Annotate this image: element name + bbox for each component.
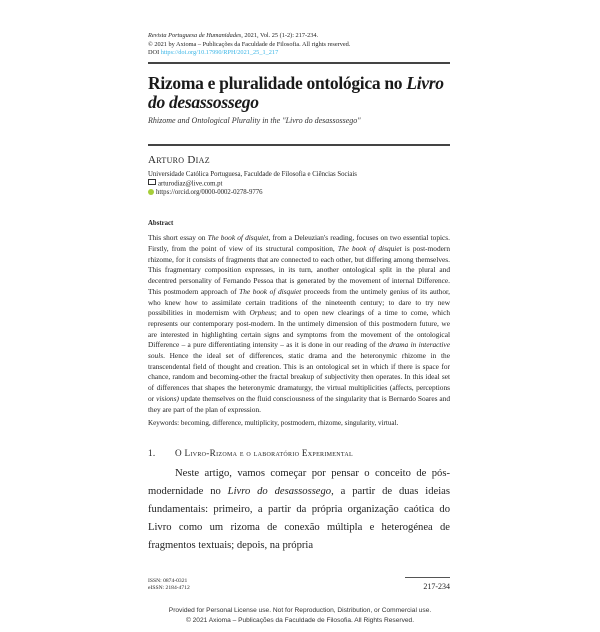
affiliation: Universidade Católica Portuguesa, Faculdade de Filosofia e Ciências Sociais (148, 170, 357, 178)
title-italic: Livro do desassossego (148, 72, 444, 112)
rights-text: © 2021 Axioma – Publicações da Faculdade de Filosofia. All Rights Reserved. (185, 617, 415, 625)
email-link[interactable]: arturodiaz@live.com.pt (158, 180, 223, 188)
author-info (148, 170, 450, 198)
license-footer (0, 606, 600, 632)
article-page (148, 0, 450, 592)
article-subtitle: Rhizome and Ontological Plurality in the "Livro do desassossego" (148, 115, 361, 125)
doi-link[interactable]: https://doi.org/10.17990/RPH/2021_25_1_217 (160, 49, 279, 57)
copyright: © 2021 by Axioma – Publicações da Faculdade de Filosofia. All rights reserved. (148, 40, 351, 48)
orcid-link[interactable]: https://orcid.org/0000-0002-0278-9776 (156, 189, 263, 197)
page-number-block (405, 577, 450, 592)
issn-block (148, 578, 190, 592)
doi-label: DOI (148, 49, 161, 57)
orcid-icon (148, 189, 154, 195)
journal-header (148, 32, 450, 58)
title-main: Rizoma e pluralidade ontológica no (148, 72, 407, 93)
section-title: O Livro-Rizoma e o laboratório Experimental (175, 448, 353, 459)
page-number-rule (405, 577, 450, 578)
eissn: eISSN: 2184-4712 (148, 585, 190, 592)
page-bottom (148, 577, 450, 592)
section-number: 1. (148, 448, 156, 459)
license-text: Provided for Personal License use. Not for Reproduction, Distribution, or Commercial use. (168, 607, 432, 615)
abstract-text: This short essay on The book of disquiet, from a Deleuzian's reading, focuses on two essential topics. Firstly, from the point of view of its structural composition, The book of disquiet is post-modern rhizome, for it consists of fragments that are connected to each other, but differing among themselves. This fragmentary composition expresses, in its turn, another ontological split in the plural and decentred personality of Fernando Pessoa that is generated by the movement of internal Difference. This postmodern approach of The book of disquiet proceeds from the untimely genius of its author, who knew how to assimilate certain traditions of the nineteenth century; to dare to try new possibilities in modernism with Orpheus; and to open new clearings of a time to come, which represents our contemporary post-modern. In the untimely dimension of this postmodern future, we are interested in highlighting certain signs and symptoms from the movement of the ontological Difference – a pure differentiating intensity – as it is done in our reading of the drama in interactive souls. Hence the ideal set of differences, static drama and the heteronymic rhizome in the transcendental field of thought and creation. This is an ontological set in which if there is space for chance, random and becoming-other the fractal breakup of subjectivity then operates. In this ideal set of differences that shapes the heteronymic dramaturgy, the virtual multiplicities (affects, perceptions or visions) update themselves on the fluid consciousness of the singularity that is Bernardo Soares and they are part of the plan of expression. (148, 233, 450, 414)
page-range: 217-234 (423, 582, 450, 592)
title-rule (148, 144, 450, 146)
citation: , 2021, Vol. 25 (1-2): 217-234. (241, 32, 319, 39)
section-heading (148, 448, 450, 459)
body-text: Neste artigo, vamos começar por pensar o conceito de pós-modernidade no Livro do desassossego, a partir de duas ideias fundamentais: primeiro, a partir da própria organização caótica do Livro como um rizoma de conexão múltipla e heterogénea de fragmentos textuais; depois, na própria (148, 468, 450, 552)
journal-name: Revista Portuguesa de Humanidades (148, 32, 242, 39)
envelope-icon (148, 179, 156, 186)
header-rule (148, 62, 450, 64)
author-name: Arturo Diaz (148, 153, 210, 166)
article-title (148, 74, 450, 112)
keywords: Keywords: becoming, difference, multiplicity, postmodern, rhizome, singularity, virtual. (148, 419, 399, 428)
abstract-heading: Abstract (148, 220, 174, 228)
issn: ISSN: 0874-0321 (148, 578, 188, 585)
